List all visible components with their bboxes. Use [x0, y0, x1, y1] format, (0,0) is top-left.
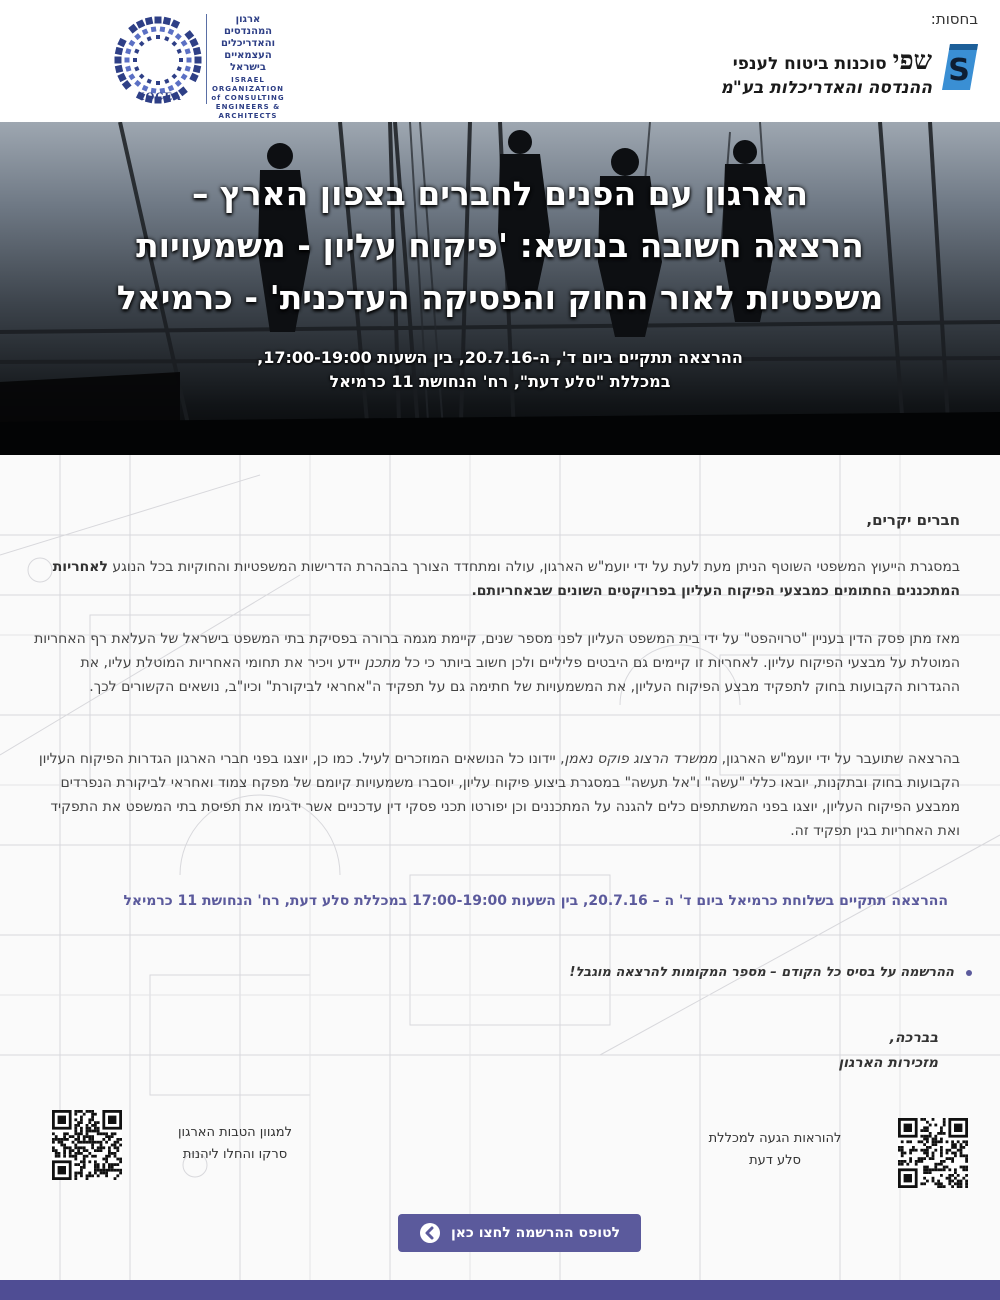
- event-title-line: משפטיות לאור החוק והפסיקה העדכנית' - כרמיאל: [116, 278, 884, 317]
- sponsor-label: בחסות:: [930, 10, 978, 28]
- shapi-text: [721, 46, 932, 98]
- iocea-logo-text: [206, 14, 285, 120]
- letter-body: [0, 455, 1000, 1280]
- iocea-he-line: העצמאיים: [224, 50, 272, 61]
- benefits-qr-code-icon[interactable]: [52, 1110, 122, 1180]
- iocea-abbr: IOCEA: [140, 92, 182, 103]
- benefits-qr-caption: [150, 1122, 320, 1166]
- shapi-name: שפי: [892, 46, 932, 76]
- paragraph-2: [30, 627, 960, 699]
- registration-note: [52, 965, 972, 980]
- shapi-line2: ההנדסה והאדריכלות בע"מ: [720, 78, 932, 98]
- chevron-left-icon: [419, 1222, 441, 1244]
- registration-form-button-label: לטופס ההרשמה לחצו כאן: [450, 1225, 621, 1241]
- qr-caption-line: למגוון הטבות הארגון: [178, 1125, 292, 1140]
- paragraph-1-text: במסגרת הייעוץ המשפטי השוטף הניתן מעת לעת על ידי יועמ"ש הארגון, עולה ומתחדד הצורך בהבהרת הדרישות המשפטיות והחוקיות בכל הנוגע: [107, 559, 960, 575]
- event-title: [30, 168, 970, 324]
- paragraph-3-text-end: , יידונו כל הנושאים המוזכרים לעיל. כמו כן, יוצגו בפני חברי הארגון הגדרות הפיקוח העליון הקבועות בחוק ובתקנות, יובאו כללי "עשה" ו"אל תעשה" במסגרת ביצוע פיקוח עליון, יוסברו משמעויות קיומם של מפקח צמוד ואחראי לביקורת הנפרדים ממבצע הפיקוח העליון, יוצגו בפני המשתתפים כלים להגנה על המתכננים וכן יפורטו תכני פסקי דין עדכניים אשר ידגימו את תפיסת בתי המשפט את התפקיד ואת האחריות בגין תפקיד זה.: [38, 751, 960, 839]
- event-title-line: הארגון עם הפנים לחברים בצפון הארץ –: [191, 174, 809, 213]
- event-subtitle-line: במכללת "סלע דעת", רח' הנחושת 11 כרמיאל: [329, 372, 671, 391]
- paragraph-1-emphasis: לאחריות המתכננים החתומים כמבצעי הפיקוח העליון בפרויקטים השונים שבאחריותם.: [52, 559, 960, 599]
- qr-caption-line: להוראות הגעה למכללת: [708, 1131, 842, 1146]
- paragraph-2-italic: מתכנן: [364, 655, 401, 671]
- directions-qr-caption: [700, 1128, 850, 1172]
- qr-caption-line: סלע דעת: [749, 1153, 801, 1168]
- event-subtitle-line: ההרצאה תתקיים ביום ד', ה-20.7.16, בין השעות 17:00-19:00,: [257, 348, 743, 367]
- greeting: חברים יקרים,: [866, 511, 960, 529]
- svg-text:S: S: [948, 53, 970, 88]
- iocea-he-line: בישראל: [230, 62, 266, 73]
- paragraph-2-text: מאז מתן פסק הדין בעניין "טרויהפט" על ידי בית המשפט העליון לפני מספר שנים, קיימת מגמה ברורה בפסיקת בתי המשפט בישראל של העלאת רף האחריות המוטלת על מבצעי הפיקוח עליון. לאחריות זו קיימים גם היבטים פליליים ולכן חשוב ביותר כי כל: [34, 631, 960, 671]
- iocea-en-line: ISRAEL: [231, 76, 265, 84]
- event-title-line: הרצאה חשובה בנושא: 'פיקוח עליון - משמעויות: [136, 226, 864, 265]
- iocea-en-line: ENGINEERS & ARCHITECTS: [215, 103, 281, 120]
- qr-caption-line: סרקו והחלו ליהנות: [182, 1147, 288, 1162]
- shapi-logo-icon: [942, 42, 978, 92]
- sign-off: בברכה,: [889, 1030, 938, 1046]
- bullet-icon: [966, 970, 972, 976]
- paragraph-1: [30, 555, 960, 603]
- iocea-he-line: והאדריכלים: [220, 38, 276, 49]
- sign-off-name: מזכירות הארגון: [838, 1055, 938, 1071]
- paragraph-3: [30, 747, 960, 843]
- event-subtitle: [30, 346, 970, 394]
- iocea-en-line: ORGANIZATION: [211, 85, 285, 93]
- event-details-highlight: ההרצאה תתקיים בשלוחת כרמיאל ביום ד' ה – 20.7.16, בין השעות 17:00-19:00 במכללת סלע דעת, רח' הנחושת 11 כרמיאל: [123, 893, 948, 909]
- footer-bar: [0, 1280, 1000, 1300]
- registration-form-button[interactable]: [398, 1214, 641, 1252]
- paragraph-2-text-end: יידע ויכיר את תחומי האחריות המוטלת עליו, את ההגדרות הקבועות בחוק לתפקיד מבצע הפיקוח העליון, את המשמעויות של חתימה גם על תפקיד ה"אחראי לביקורת" וכיו"ב, נושאים הקשורים לכך.: [80, 655, 960, 695]
- hero-banner: [0, 122, 1000, 455]
- directions-qr-code-icon[interactable]: [898, 1118, 968, 1188]
- paragraph-3-italic: ממשרד הרצוג פוקס נאמן: [564, 751, 718, 767]
- shapi-line1: סוכנות ביטוח לענפי: [732, 54, 887, 74]
- iocea-en-line: of CONSULTING: [211, 94, 285, 102]
- iocea-he-line: ארגון המהנדסים: [223, 14, 273, 37]
- registration-note-text: ההרשמה על בסיס כל הקודם – מספר המקומות להרצאה מוגבל!: [569, 965, 954, 980]
- paragraph-3-text: בהרצאה שתועבר על ידי יועמ"ש הארגון,: [717, 751, 960, 767]
- header: [0, 0, 1000, 122]
